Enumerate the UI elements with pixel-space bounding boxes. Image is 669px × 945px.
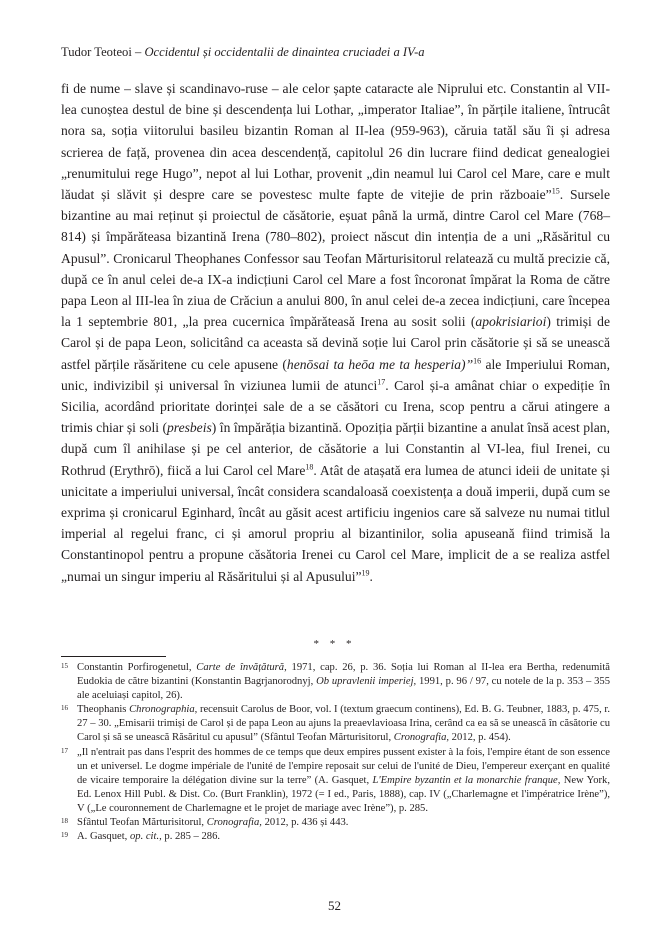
text-run: Constantin Porfirogenetul,	[77, 662, 197, 673]
text-run: . Atât de atașată era lumea de atunci ideii de unitate și unicitate a imperiului universal, încât considera scandaloasă coexistența a două imperii, după cum se exprima și cronicarul Eginhard, încât au găsit acest artificiu ingenios care să salveze nu numai titlul imperial al regelui franc, ci și amorul propriu al bizantinilor, solia apuseană fiind trimisă la Constantinopol pentru a propune căsătoria Irenei cu Carol cel Mare, implicit de a se realiza astfel „numai un singur imperiu al Răsăritului și al Apusului”	[61, 462, 610, 584]
footnote-ref-15[interactable]: 15	[551, 186, 560, 196]
italic-term: presbeis	[166, 420, 212, 436]
text-run: . Carol și-a amânat chiar o expediție în Sicilia, acordând prioritate dorinței sale de a se căsători cu Irena, scop pentru a cărui atingere a trimis chiar și soli (	[61, 377, 610, 436]
body-text	[61, 78, 610, 587]
text-run: ale Imperiului Roman, unic, indivizibil și universal în viziunea lumii de atunci	[61, 356, 610, 393]
running-header	[61, 44, 621, 60]
body-paragraph	[61, 78, 610, 587]
text-run: p. 285 – 286.	[161, 831, 221, 843]
footnote-number: 16	[61, 704, 68, 713]
text-run: fi de nume – slave și scandinavo-ruse – ale celor șapte cataracte ale Niprului etc. Constantin al VII-lea cunoștea destul de bine și descendența lui Lothar, „imperator Italiae”, în părțile italiene, întrucât nora sa, soția viitorului basileu bizantin Roman al II-lea (959-963), căruia tatăl său îi și adresa scrierea de față, provenea din acea descendență, capitolul 26 din lucrare fiind dedicat genealogiei „renumitului rege Hugo”, nepot al lui Lothar, provenit „din neamul lui Carol cel Mare, care e mult lăudat și slăvit și despre care se povestesc multe fapte de vitejie de prin războaie”	[61, 81, 610, 203]
footnote-ref-19[interactable]: 19	[361, 568, 370, 578]
italic-title: op. cit.,	[129, 831, 162, 843]
italic-title: Cronografia,	[206, 817, 262, 829]
text-run: 2012, p. 454).	[449, 732, 511, 744]
header-author: Tudor Teoteoi	[61, 45, 132, 59]
footnote-ref-16[interactable]: 16	[473, 356, 482, 366]
text-run: „Il n'entrait pas dans l'esprit des hommes de ce temps que deux empires pussent exister à la fois, l'empire étant de son essence un et universel. Le dogme impériale de l'unité de l'empire reposait sur celui de l'unité de Dieu, l'empereur exerçant en qualité de vicaire temporaire la délégation divine sur la terre” (A. Gasquet,	[77, 746, 610, 786]
footnote-number: 18	[61, 817, 68, 826]
text-run: A. Gasquet,	[77, 831, 130, 843]
page-number: 52	[328, 898, 341, 913]
footnote-16	[61, 703, 610, 745]
text-run: . Sursele bizantine au mai reținut și proiectul de căsătorie, eșuat până la urmă, dintre Carol cel Mare (768–814) și împărăteasa bizantină Irena (780–802), proiect născut din intenția de a uni „Răsăritul cu Apusul”. Cronicarul Theophanes Confessor sau Teofan Mărturisitorul relatează cu multă precizie că, după ce în anul celei de-a IX-a indicțiuni Carol cel Mare a fost încoronat împărat la Roma de către papa Leon al III-lea în ziua de Crăciun a anului 800, în anul celei de-a zecea indicțiuni, care începea la 1 septembrie 801, „la prea cucernica împărăteasă Irena au sosit solii (	[61, 187, 610, 330]
text-run: ) în împărăția bizantină. Opoziția părții bizantine a anulat însă acest plan, după cum îl anihilase și pe cel anterior, de căsătorie a lui Constantin al VI-lea, fiul Irenei, cu Rothrud (Erythrō), fiică a lui Carol cel Mare	[61, 420, 610, 478]
italic-title: Chronographia,	[129, 704, 198, 716]
text-run: Theophanis	[77, 704, 130, 716]
footnote-19	[61, 830, 610, 844]
italic-term: apokrisiarioi	[475, 314, 547, 330]
footnote-18	[61, 816, 610, 830]
text-run: .	[369, 568, 373, 584]
text-run: New York, Ed. Lenox Hill Publ. & Dist. Co. (Burt Franklin), 1972 (= I ed., Paris, 1888), cap. IV („Charlemagne et l'impératrice Irène”), V („Le couronnement de Charlemagne et le projet de mariage avec Irène”), p. 285.	[77, 774, 610, 814]
footnote-ref-17[interactable]: 17	[377, 377, 386, 387]
italic-title: Carte de învățătură	[196, 662, 285, 673]
text-run: 2012, p. 436 și 443.	[261, 817, 349, 829]
footnote-number: 17	[61, 746, 68, 755]
text-run: 1991, p. 96 / 97, cu notele de la p. 353 – 355 ale aceluiași capitol, 26).	[77, 676, 610, 702]
footnote-15	[61, 661, 610, 703]
footnote-ref-18[interactable]: 18	[305, 462, 314, 472]
text-run: ) trimiși de Carol și de papa Leon, solicitând ca aceasta să devină soție lui Carol prin căsătorie și să se unească astfel părțile răsăritene cu cele apusene (	[61, 314, 610, 372]
italic-title: L'Empire byzantin et la monarchie franque,	[372, 774, 561, 786]
footnote-17	[61, 746, 610, 816]
footnote-rule	[61, 656, 166, 657]
text-run: Sfântul Teofan Mărturisitorul,	[77, 817, 207, 829]
italic-term: henōsai ta heōa me ta hesperia)”	[286, 356, 474, 372]
italic-title: Cronografia,	[393, 732, 450, 744]
header-book-title: Occidentul și occidentalii de dinaintea cruciadei a IV-a	[144, 45, 425, 59]
text-run: recensuit Carolus de Boor, vol. I (textum graecum continens), Ed. B. G. Teubner, 1883, p. 475, r. 27 – 30. „Emisarii trimiși de Carol și de papa Leon au ajuns la preaevlavioasa Irina, cerând ca ea să se unească în căsătorie cu Carol și să se unească Răsăritul cu apusul” (Sfântul Teofan Mărturisitorul,	[77, 704, 610, 744]
italic-title: Ob upravlenii imperiej,	[316, 676, 417, 688]
footnote-number: 15	[61, 662, 68, 670]
section-separator: * * *	[313, 638, 356, 650]
footnotes	[61, 661, 610, 844]
header-separator: –	[131, 45, 145, 59]
text-run: , 1971, cap. 26, p. 36. Soția lui Roman al II-lea era Bertha, redenumită Eudokia de către bizantini (Konstantin Bagrjanorodnyj,	[77, 662, 610, 688]
footnote-number: 19	[61, 831, 68, 840]
